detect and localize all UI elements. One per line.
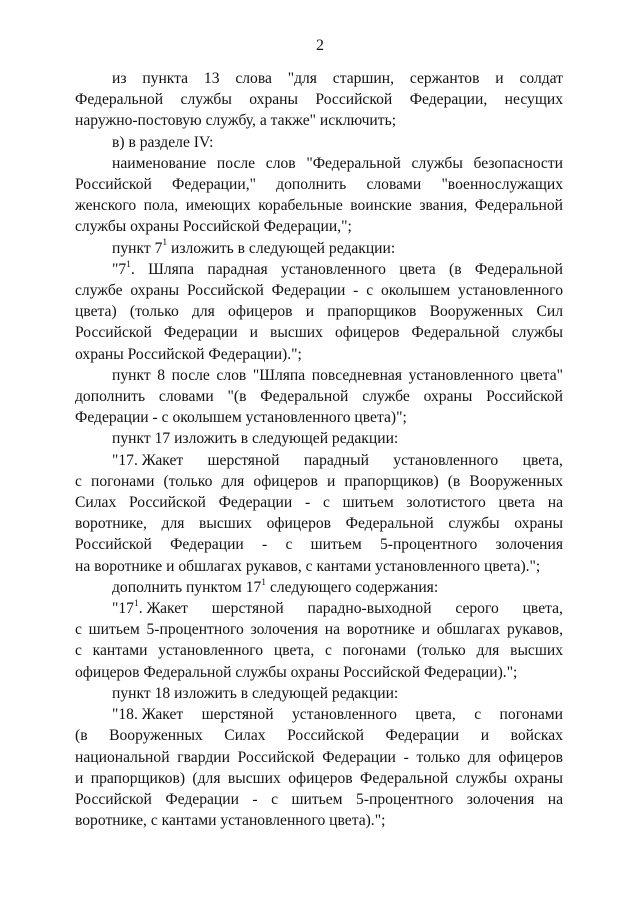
- text-fragment: пункт 7: [112, 239, 163, 257]
- word: с: [474, 706, 482, 724]
- paragraph-title-amendment: [75, 153, 563, 238]
- word: цвета,: [415, 706, 456, 724]
- text-line: службе охраны Российской Федерации - с околышем установленного: [75, 282, 563, 300]
- text-line: [75, 598, 563, 619]
- superscript: 1: [162, 238, 168, 249]
- paragraph-point-7-1-text: [75, 259, 563, 365]
- text-line: воротнике, для высших офицеров Федеральной службы охраны: [75, 515, 563, 533]
- text-fragment: дополнить пунктом 17: [112, 578, 262, 596]
- word: парадный: [303, 451, 369, 469]
- paragraph-point-17-1-text: [75, 598, 563, 683]
- word: погонами: [499, 706, 563, 724]
- text-line: Федеральной службы охраны Российской Федерации, несущих: [75, 91, 563, 109]
- paragraph-point-17-intro: [75, 428, 563, 449]
- word: и: [480, 727, 490, 745]
- text-line: Федерации - с околышем установленного цвета)";: [75, 409, 407, 427]
- text-fragment: следующего содержания:: [266, 578, 439, 596]
- paragraph-point-13: [75, 68, 563, 132]
- superscript: 1: [126, 259, 131, 270]
- text-line: пункт 18 изложить в следующей редакции:: [112, 684, 399, 702]
- text-line: Силах Российской Федерации - с шитьем золотистого цвета на: [75, 494, 563, 512]
- text-line: [75, 704, 563, 725]
- text-line: службы охраны Российской Федерации,";: [75, 218, 352, 236]
- text-line: с кантами установленного цвета, с погонами (только для высших: [75, 642, 563, 660]
- text-line: офицеров Федеральной службы охраны Российской Федерации).";: [75, 663, 518, 681]
- word: серого: [455, 600, 499, 618]
- text-line: дополнить словами "(в Федеральной службе охраны Российской: [75, 388, 563, 406]
- text-line: воротнике, с кантами установленного цвета).";: [75, 812, 386, 830]
- paragraph-point-18-text: [75, 704, 563, 831]
- document-body: [75, 68, 563, 831]
- text-line: охраны Российской Федерации).";: [75, 345, 302, 363]
- page-number: 2: [316, 37, 324, 54]
- text-line: Российской Федерации и высших офицеров Федеральной службы: [75, 324, 563, 342]
- word: установленного: [291, 706, 397, 724]
- paragraph-point-17-1-intro: [75, 577, 563, 598]
- text-fragment: . Шляпа парадная установленного цвета (в Федеральной: [130, 260, 563, 278]
- paragraph-point-17-text: [75, 450, 563, 577]
- text-line: [75, 450, 563, 471]
- word: Вооруженных: [109, 727, 203, 745]
- text-line: и прапорщиков) (для высших офицеров Федеральной службы охраны: [75, 769, 563, 787]
- text-line: [75, 725, 563, 746]
- text-line: [75, 577, 563, 598]
- word: Федерации: [385, 727, 460, 745]
- text-line: наименование после слов "Федеральной службы безопасности: [112, 154, 563, 172]
- word: (в: [75, 727, 88, 745]
- paragraph-point-7-1-intro: [75, 238, 563, 259]
- text-line: [75, 238, 563, 259]
- word: "17. Жакет: [112, 451, 184, 469]
- paragraph-point-18-intro: [75, 683, 563, 704]
- word: цвета,: [522, 600, 563, 618]
- superscript: 1: [133, 598, 139, 609]
- text-line: пункт 17 изложить в следующей редакции:: [112, 430, 399, 448]
- word: Силах: [224, 727, 266, 745]
- text-line: цвета) (только для офицеров и прапорщиков Вооруженных Сил: [75, 303, 563, 321]
- word: шерстяной: [211, 600, 284, 618]
- word: шерстяной: [201, 706, 274, 724]
- text-line: наружно-постовую службу, а также" исключить;: [75, 112, 397, 130]
- word: Российской: [287, 727, 364, 745]
- text-line: в) в разделе IV:: [112, 133, 214, 151]
- text-line: Российской Федерации - с шитьем 5-процентного золочения: [75, 536, 563, 554]
- text-line: с шитьем 5-процентного золочения на воротнике и обшлагах рукавов,: [75, 621, 563, 639]
- word: шерстяной: [207, 451, 280, 469]
- text-fragment: . Жакет: [138, 600, 188, 618]
- paragraph-point-8: [75, 365, 563, 429]
- text-line: Российской Федерации," дополнить словами "военнослужащих: [75, 176, 563, 194]
- text-line: национальной гвардии Российской Федерации - только для офицеров: [75, 748, 563, 766]
- text-fragment: "17: [112, 600, 134, 618]
- word: войсках: [510, 727, 563, 745]
- word: цвета,: [522, 451, 563, 469]
- text-line: [75, 259, 563, 280]
- text-line: Российской Федерации - с шитьем 5-процентного золочения на: [75, 790, 563, 808]
- text-line: из пункта 13 слова "для старшин, сержантов и солдат: [112, 70, 563, 87]
- word: "18. Жакет: [112, 706, 184, 724]
- text-fragment: изложить в следующей редакции:: [167, 239, 396, 257]
- text-line: женского пола, имеющих корабельные воинские звания, Федеральной: [75, 197, 563, 215]
- text-line: пункт 8 после слов "Шляпа повседневная установленного цвета": [112, 366, 563, 384]
- text-line: на воротнике и обшлагах рукавов, с кантами установленного цвета).";: [75, 557, 541, 575]
- superscript: 1: [261, 577, 267, 588]
- word: [112, 598, 188, 619]
- text-fragment: "7: [112, 260, 127, 278]
- word: парадно-выходной: [307, 600, 432, 618]
- text-line: с погонами (только для офицеров и прапорщиков) (в Вооруженных: [75, 472, 563, 490]
- paragraph-section-iv: [75, 132, 563, 153]
- word: установленного: [393, 451, 499, 469]
